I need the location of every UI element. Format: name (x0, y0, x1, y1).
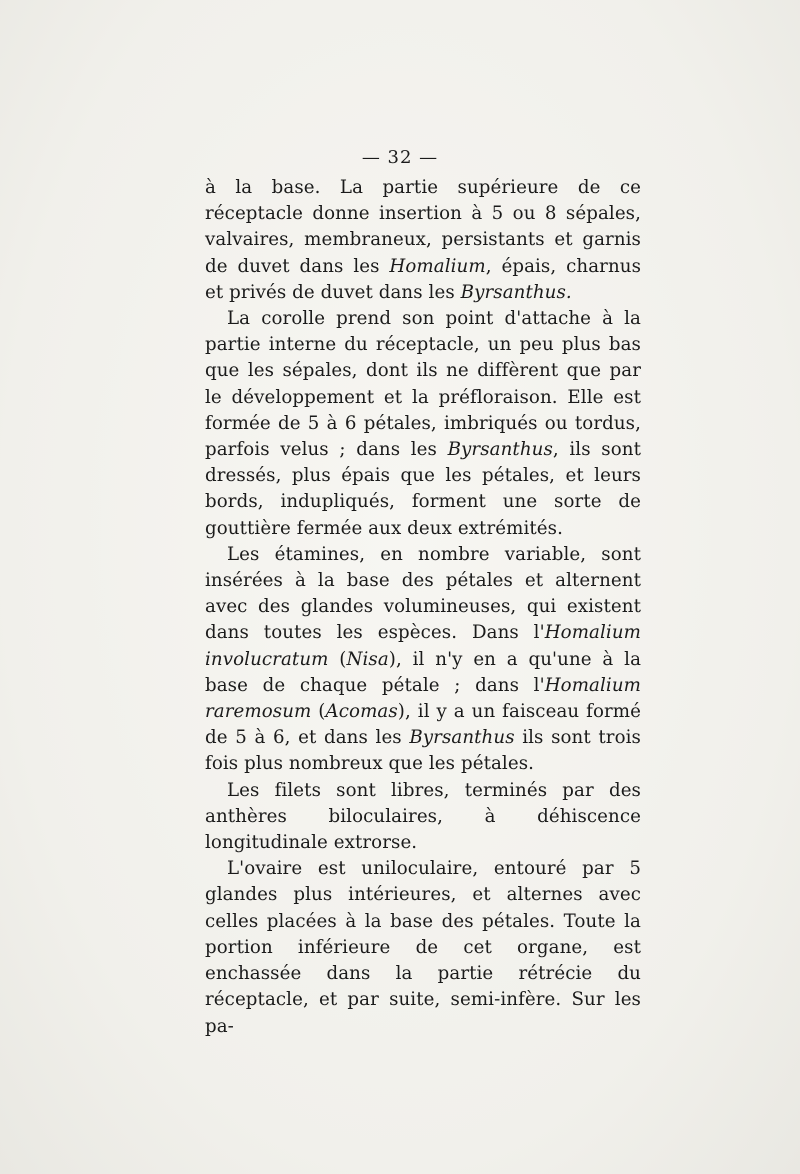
text-segment: ( (328, 648, 347, 670)
text-segment: ), il y a un faisceau formé de 5 à 6, et dans les (205, 701, 642, 749)
italic-text: Byrsanthus (409, 727, 515, 749)
text-segment: La corolle prend son point d'attache à la partie interne du réceptacle, un peu plus bas que les sépales, dont ils ne diffèrent que par le développement et la préfloraison. Elle est formée de 5 à 6 pétales, imbriqués ou tordus, parfois velus ; dans les (205, 308, 641, 461)
paragraph (205, 856, 641, 1039)
italic-text: Homalium raremosum (205, 674, 641, 723)
text-segment: L'ovaire est uniloculaire, entouré par 5 glandes plus intérieures, et alternes avec celles placées à la base des pétales. Toute la portion inférieure de cet organe, est enchassée dans la partie rétrécie du réceptacle, et par suite, semi-infère. Sur les pa- (205, 858, 641, 1037)
italic-text: Byrsanthus. (460, 281, 572, 303)
paragraph (205, 778, 641, 857)
italic-text: Byrsanthus (447, 439, 553, 461)
paragraph (205, 542, 641, 778)
italic-text: Nisa (346, 648, 389, 670)
text-segment: , ils sont dressés, plus épais que les pétales, et leurs bords, indupliqués, forment une sorte de gouttière fermée aux deux extrémités. (205, 439, 641, 539)
italic-text: Homalium (389, 255, 486, 277)
paragraph (205, 306, 641, 542)
text-segment: , épais, charnus et privés de duvet dans les (205, 255, 642, 303)
text-segment: Les étamines, en nombre variable, sont insérées à la base des pétales et alternent avec des glandes volumineuses, qui existent dans toutes les espèces. Dans l' (205, 543, 641, 644)
body-text (205, 175, 641, 1040)
page-number: — 32 — (361, 147, 439, 168)
text-segment: ), il n'y en a qu'une à la base de chaque pétale ; dans l' (205, 648, 642, 696)
italic-text: Homalium involucratum (205, 622, 641, 670)
text-segment: Les filets sont libres, terminés par des anthères biloculaires, à déhiscence longitudinale extrorse. (205, 779, 641, 854)
text-segment: ( (311, 701, 326, 723)
text-segment: à la base. La partie supérieure de ce réceptacle donne insertion à 5 ou 8 sépales, valvaires, membraneux, persistants et garnis de duvet dans les (205, 177, 641, 277)
text-segment: ils sont trois fois plus nombreux que les pétales. (205, 727, 641, 775)
paragraph (205, 175, 641, 306)
italic-text: Acomas (325, 701, 398, 723)
